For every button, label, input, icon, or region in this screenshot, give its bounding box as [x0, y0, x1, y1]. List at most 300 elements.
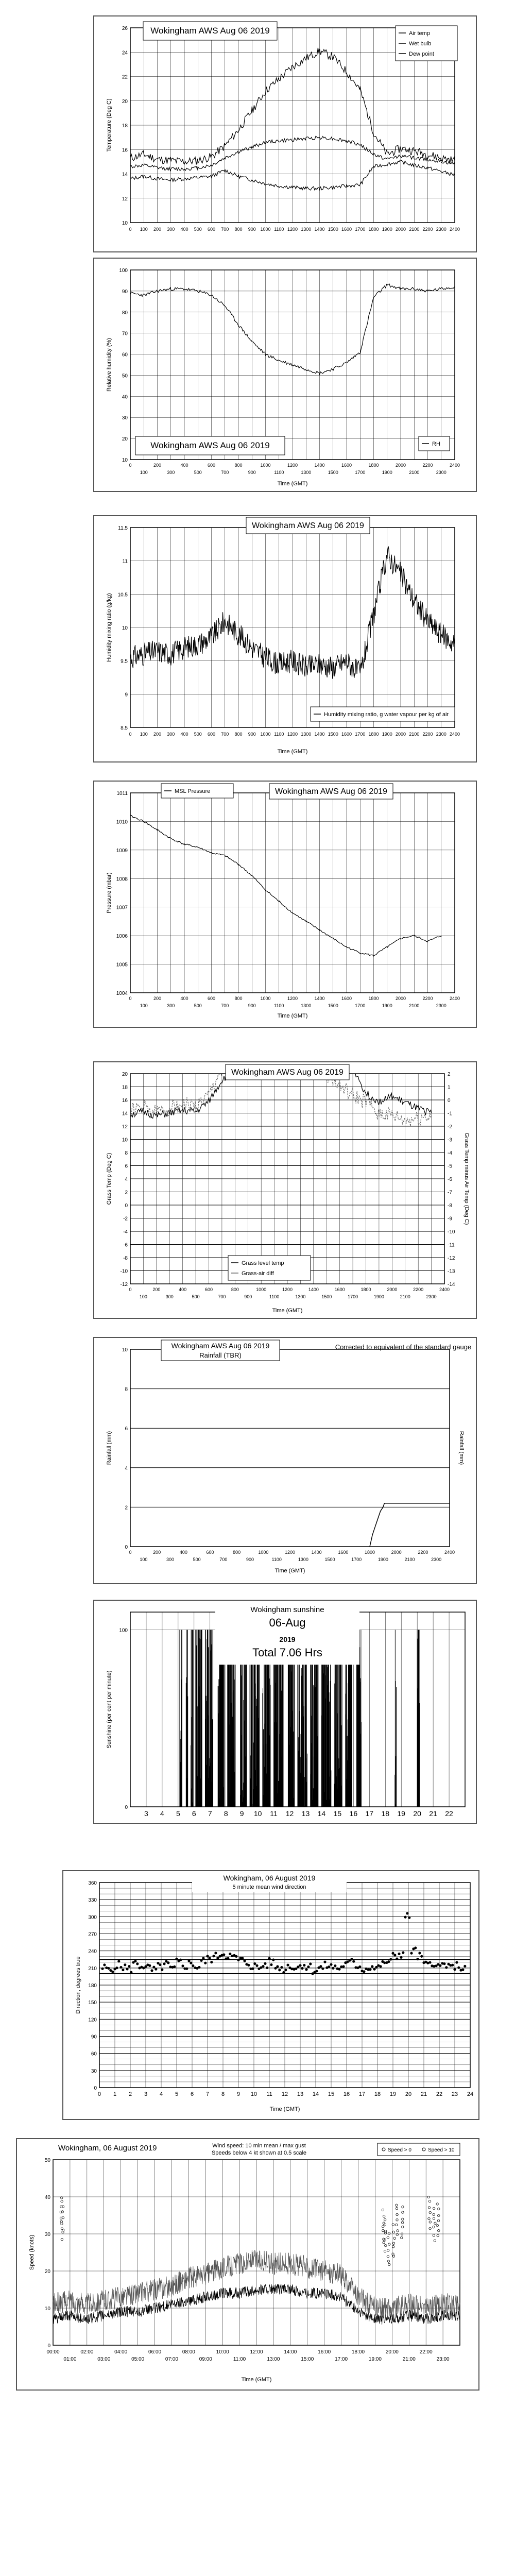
x-tick-label: 22 [436, 2091, 443, 2097]
x-tick-label: 1500 [328, 1003, 338, 1008]
y-tick-label: 10 [122, 457, 128, 463]
x-tick-label: 2400 [449, 463, 460, 468]
x-tick-label: 2100 [409, 732, 420, 737]
y-tick-label: 10 [122, 625, 128, 631]
data-point [115, 1967, 118, 1969]
y-tick-label: 6 [125, 1426, 128, 1432]
x-tick-label: 6 [192, 1809, 196, 1818]
data-point [200, 1959, 202, 1962]
data-point [243, 1959, 246, 1962]
data-point [455, 1961, 458, 1963]
x-tick-label: 15:00 [301, 2357, 314, 2362]
data-point [323, 1961, 326, 1963]
x-tick-label: 1100 [271, 1557, 282, 1562]
x-tick-label: 600 [207, 227, 216, 232]
data-point [272, 1958, 274, 1961]
x-tick-label: 900 [244, 1294, 252, 1299]
humidity-chart-svg [94, 259, 476, 491]
x-tick-label: 16:00 [318, 2349, 331, 2355]
data-point [330, 1963, 332, 1966]
x-tick-label: 1100 [274, 227, 284, 232]
data-point [175, 1958, 178, 1960]
y2-tick-label: -4 [448, 1150, 452, 1156]
y-tick-label: 1010 [116, 819, 128, 825]
x-tick-label: 08:00 [182, 2349, 195, 2355]
x-tick-label: 1000 [258, 1550, 269, 1555]
data-point [187, 1959, 190, 1962]
y-tick-label: 22 [122, 74, 128, 80]
x-tick-label: 2400 [449, 996, 460, 1001]
chart-title: Wokingham, 06 August 2019 [223, 1874, 316, 1882]
humidity-chart [93, 258, 477, 492]
x-tick-label: 100 [140, 1557, 148, 1562]
y2-tick-label: -10 [448, 1229, 455, 1235]
legend-label: Speed > 0 [388, 2147, 411, 2153]
x-tick-label: 700 [218, 1294, 226, 1299]
y-tick-label: 30 [122, 415, 128, 421]
year-label: 2019 [279, 1635, 296, 1643]
x-tick-label: 800 [234, 732, 243, 737]
x-tick-label: 07:00 [165, 2357, 178, 2362]
data-point [352, 1960, 355, 1963]
data-point [439, 1964, 441, 1967]
x-tick-label: 1200 [284, 1550, 296, 1555]
x-tick-label: 800 [234, 996, 243, 1001]
data-point [303, 1964, 305, 1967]
x-tick-label: 1000 [260, 996, 271, 1001]
data-point [128, 1965, 130, 1968]
chart-title: Wokingham AWS Aug 06 2019 [275, 787, 387, 796]
x-tick-label: 2200 [413, 1287, 424, 1292]
y-tick-label: 40 [122, 394, 128, 400]
y-tick-label: 0 [125, 1805, 128, 1810]
data-point [295, 1968, 297, 1970]
x-tick-label: 2100 [404, 1557, 415, 1562]
data-point [103, 1963, 106, 1966]
y-tick-label: 210 [88, 1965, 97, 1972]
x-axis-label: Time (GMT) [277, 1013, 308, 1019]
x-tick-label: 0 [129, 1287, 132, 1292]
x-tick-label: 2000 [391, 1550, 402, 1555]
x-tick-label: 3 [144, 1809, 148, 1818]
x-tick-label: 11 [266, 2091, 272, 2097]
data-point [198, 1966, 200, 1969]
x-tick-label: 2000 [387, 1287, 398, 1292]
data-point [418, 1952, 421, 1954]
y-tick-label: -6 [123, 1242, 128, 1248]
y-axis-label: Rainfall (mm) [106, 1431, 112, 1465]
data-point [119, 1966, 122, 1969]
y-tick-label: 4 [125, 1177, 128, 1182]
x-tick-label: 1300 [301, 1003, 312, 1008]
data-point [247, 1964, 250, 1967]
data-point [451, 1964, 454, 1967]
rainfall-chart [93, 1337, 477, 1584]
data-point [264, 1962, 266, 1965]
x-tick-label: 1200 [287, 996, 298, 1001]
x-tick-label: 13 [297, 2091, 304, 2097]
data-point [400, 1956, 402, 1959]
x-tick-label: 1600 [341, 227, 352, 232]
x-tick-label: 1600 [338, 1550, 349, 1555]
y2-tick-label: -14 [448, 1282, 455, 1287]
y-tick-label: 2 [125, 1190, 128, 1196]
data-point [393, 1954, 396, 1956]
data-point [309, 1962, 312, 1965]
y-tick-label: 26 [122, 26, 128, 31]
y-tick-label: 2 [125, 1505, 128, 1511]
x-tick-label: 1600 [334, 1287, 345, 1292]
x-tick-label: 2300 [436, 1003, 447, 1008]
x-tick-label: 11 [270, 1809, 278, 1818]
chart-subtitle: Wind speed: 10 min mean / max gust [212, 2143, 306, 2149]
x-tick-label: 2300 [436, 732, 447, 737]
data-point [445, 1966, 448, 1969]
x-tick-label: 1400 [314, 996, 325, 1001]
x-tick-label: 17 [358, 2091, 366, 2097]
x-tick-label: 22 [445, 1809, 453, 1818]
x-tick-label: 700 [221, 732, 229, 737]
x-tick-label: 14:00 [284, 2349, 297, 2355]
x-tick-label: 6 [190, 2091, 194, 2097]
x-tick-label: 05:00 [131, 2357, 145, 2362]
x-tick-label: 500 [193, 1557, 201, 1562]
y-tick-label: 9.5 [121, 658, 128, 665]
y2-tick-label: -2 [448, 1124, 452, 1130]
y-tick-label: -4 [123, 1229, 128, 1235]
data-point [301, 1967, 303, 1970]
x-tick-label: 8 [221, 2091, 225, 2097]
chart-title: Wokingham, 06 August 2019 [58, 2144, 157, 2153]
x-tick-label: 17:00 [335, 2357, 348, 2362]
x-tick-label: 400 [179, 1287, 187, 1292]
data-point [276, 1965, 279, 1968]
x-tick-label: 900 [248, 470, 256, 475]
data-point [142, 1967, 145, 1969]
x-tick-label: 04:00 [114, 2349, 128, 2355]
data-point [410, 1952, 413, 1955]
legend-label: RH [432, 441, 440, 447]
x-tick-label: 400 [180, 732, 188, 737]
data-point [284, 1969, 287, 1971]
x-tick-label: 1500 [328, 227, 338, 232]
legend-label: Humidity mixing ratio, g water vapour per kg of air [324, 711, 449, 718]
data-point [212, 1955, 215, 1957]
x-tick-label: 1800 [368, 996, 379, 1001]
x-tick-label: 00:00 [46, 2349, 60, 2355]
x-tick-label: 0 [97, 2091, 101, 2097]
x-tick-label: 1700 [348, 1294, 358, 1299]
data-point [373, 1968, 375, 1971]
y-axis-label: Speed (knots) [29, 2234, 35, 2270]
x-tick-label: 800 [234, 463, 243, 468]
x-tick-label: 1600 [341, 996, 352, 1001]
x-tick-label: 5 [176, 1809, 180, 1818]
y-tick-label: 14 [122, 1111, 128, 1117]
grass-temp-chart-svg [94, 1062, 476, 1318]
x-tick-label: 1900 [382, 732, 392, 737]
x-tick-label: 1300 [301, 227, 312, 232]
x-tick-label: 2000 [395, 732, 406, 737]
y2-axis-label: Grass Temp minus Air Temp (Deg C) [464, 1132, 470, 1225]
x-tick-label: 1300 [295, 1294, 306, 1299]
rainfall-chart-svg [94, 1338, 476, 1583]
y-tick-label: 70 [122, 331, 128, 337]
x-axis-label: Time (GMT) [272, 1308, 303, 1314]
x-tick-label: 1300 [301, 732, 312, 737]
x-tick-label: 1800 [368, 732, 379, 737]
x-tick-label: 24 [467, 2091, 474, 2097]
x-tick-label: 1000 [256, 1287, 267, 1292]
y-tick-label: 20 [122, 436, 128, 443]
y-tick-label: 12 [122, 1124, 128, 1130]
legend-label: Wet bulb [409, 41, 432, 47]
y-tick-label: 8.5 [121, 725, 128, 731]
data-point [122, 1969, 124, 1971]
x-tick-label: 02:00 [80, 2349, 94, 2355]
x-tick-label: 09:00 [199, 2357, 212, 2362]
x-tick-label: 500 [194, 227, 202, 232]
data-point [117, 1960, 120, 1962]
y-axis-label: Relative humidity (%) [106, 338, 112, 392]
pressure-chart [93, 781, 477, 1028]
y-tick-label: 1006 [116, 934, 128, 940]
x-tick-label: 900 [248, 227, 256, 232]
x-tick-label: 4 [159, 2091, 163, 2097]
data-point [307, 1965, 310, 1968]
data-point [268, 1957, 270, 1960]
y-tick-label: 16 [122, 147, 128, 154]
data-point [216, 1957, 219, 1959]
y-tick-label: 1005 [116, 962, 128, 968]
x-tick-label: 100 [140, 732, 148, 737]
data-point [286, 1964, 289, 1967]
y2-axis-label: Rainfall (mm) [458, 1431, 465, 1465]
data-point [342, 1965, 345, 1968]
y-tick-label: 100 [119, 268, 128, 274]
y-tick-label: 24 [122, 50, 128, 56]
y-tick-label: 11 [122, 558, 128, 565]
data-point [334, 1964, 336, 1967]
y-tick-label: -8 [123, 1256, 128, 1261]
data-point [107, 1967, 110, 1970]
x-tick-label: 2400 [439, 1287, 450, 1292]
y-tick-label: 4 [125, 1465, 128, 1471]
chart-title: Wokingham sunshine [250, 1605, 324, 1614]
data-point [457, 1967, 460, 1969]
x-tick-label: 0 [129, 732, 132, 737]
x-tick-label: 0 [129, 463, 132, 468]
data-point [406, 1912, 408, 1914]
data-point [190, 1962, 192, 1964]
data-point [387, 1960, 390, 1963]
y-tick-label: 10 [44, 2306, 50, 2312]
x-tick-label: 21 [429, 1809, 437, 1818]
x-tick-label: 1400 [308, 1287, 319, 1292]
x-tick-label: 1900 [382, 470, 392, 475]
data-point [150, 1969, 153, 1972]
data-point [321, 1967, 324, 1970]
data-point [358, 1965, 361, 1968]
x-tick-label: 1800 [364, 1550, 375, 1555]
x-tick-label: 900 [248, 1003, 256, 1008]
y-tick-label: 12 [122, 196, 128, 202]
x-tick-label: 15 [333, 1809, 342, 1818]
y2-tick-label: -9 [448, 1216, 452, 1222]
legend-label: MSL Pressure [175, 788, 211, 794]
x-tick-label: 1300 [301, 470, 312, 475]
wind-speed-chart-svg [17, 2139, 478, 2389]
y-tick-label: 10 [122, 1347, 128, 1353]
x-tick-label: 10:00 [216, 2349, 229, 2355]
y-tick-label: 90 [91, 2034, 97, 2040]
y-axis-label: Pressure (mbar) [106, 872, 112, 913]
x-tick-label: 2300 [431, 1557, 442, 1562]
y-axis-label: Humidity mixing ratio (g/kg) [106, 593, 112, 662]
x-tick-label: 19:00 [368, 2357, 382, 2362]
grass-temp-chart [93, 1061, 477, 1319]
sunshine-chart [93, 1600, 477, 1824]
x-tick-label: 11:00 [233, 2357, 246, 2362]
x-tick-label: 900 [248, 732, 256, 737]
x-tick-label: 2100 [409, 1003, 420, 1008]
data-point [152, 1966, 155, 1969]
x-tick-label: 200 [153, 996, 162, 1001]
x-axis-label: Time (GMT) [277, 749, 308, 755]
y-tick-label: 10 [122, 221, 128, 226]
y-tick-label: 180 [88, 1983, 97, 1989]
x-tick-label: 600 [207, 463, 216, 468]
x-tick-label: 2100 [400, 1294, 410, 1299]
x-tick-label: 1500 [328, 470, 338, 475]
x-tick-label: 1400 [314, 463, 325, 468]
data-point [185, 1968, 188, 1970]
x-tick-label: 2300 [436, 470, 447, 475]
x-tick-label: 13:00 [267, 2357, 280, 2362]
x-tick-label: 2000 [395, 463, 406, 468]
data-point [253, 1962, 256, 1965]
y-tick-label: 1008 [116, 876, 128, 883]
y-tick-label: 0 [125, 1545, 128, 1550]
x-tick-label: 0 [129, 227, 132, 232]
x-tick-label: 400 [180, 227, 188, 232]
data-point [251, 1968, 254, 1970]
y2-tick-label: -8 [448, 1203, 452, 1209]
x-tick-label: 1800 [360, 1287, 371, 1292]
y-tick-label: 11.5 [118, 526, 128, 531]
data-point [379, 1965, 382, 1968]
x-tick-label: 16 [343, 2091, 350, 2097]
data-point [181, 1964, 184, 1967]
y-tick-label: -12 [120, 1282, 128, 1287]
x-tick-label: 2200 [422, 463, 433, 468]
data-point [315, 1970, 318, 1972]
data-point [124, 1963, 126, 1966]
x-tick-label: 300 [167, 227, 175, 232]
x-tick-label: 200 [153, 732, 162, 737]
x-tick-label: 1300 [298, 1557, 308, 1562]
x-tick-label: 9 [239, 1809, 244, 1818]
y-tick-label: 8 [125, 1386, 128, 1393]
data-point [328, 1965, 330, 1968]
y-tick-label: 10.5 [117, 592, 128, 598]
y-axis-label: Temperature (Deg C) [106, 98, 112, 152]
y2-tick-label: -12 [448, 1256, 455, 1261]
data-point [159, 1963, 161, 1966]
data-point [461, 1969, 464, 1971]
y-tick-label: 270 [88, 1931, 97, 1938]
y-tick-label: 1004 [116, 991, 128, 996]
data-point [222, 1953, 225, 1956]
y-tick-label: 50 [44, 2158, 50, 2163]
x-tick-label: 13 [301, 1809, 310, 1818]
y2-tick-label: -3 [448, 1137, 452, 1143]
legend-label: Grass-air diff [242, 1270, 274, 1277]
data-point [363, 1970, 365, 1973]
data-point [148, 1964, 151, 1967]
chart-title: Wokingham AWS Aug 06 2019 [231, 1068, 344, 1077]
data-point [204, 1962, 207, 1964]
x-axis-label: Time (GMT) [277, 481, 308, 487]
y2-tick-label: -13 [448, 1268, 455, 1275]
y-tick-label: 8 [125, 1150, 128, 1156]
data-point [179, 1958, 182, 1961]
data-point [338, 1968, 340, 1971]
data-point [464, 1965, 466, 1968]
data-point [255, 1964, 258, 1967]
x-tick-label: 18 [381, 1809, 390, 1818]
x-tick-label: 500 [194, 732, 202, 737]
x-tick-label: 21:00 [402, 2357, 416, 2362]
x-tick-label: 200 [152, 1287, 161, 1292]
legend-label: Grass level temp [242, 1260, 284, 1266]
data-point [214, 1952, 217, 1954]
data-point [206, 1955, 209, 1957]
chart-title: Wokingham AWS Aug 06 2019 [252, 521, 364, 530]
temperature-chart [93, 15, 477, 252]
y2-tick-label: -1 [448, 1111, 452, 1117]
data-point [208, 1957, 211, 1959]
x-tick-label: 06:00 [148, 2349, 162, 2355]
plot-area [130, 1349, 450, 1547]
x-tick-label: 7 [208, 1809, 212, 1818]
x-tick-label: 2300 [426, 1294, 437, 1299]
legend-label: Dew point [409, 51, 434, 57]
y-tick-label: 6 [125, 1163, 128, 1170]
x-tick-label: 100 [139, 1294, 147, 1299]
x-tick-label: 200 [153, 1550, 161, 1555]
x-tick-label: 1700 [355, 732, 366, 737]
y-tick-label: 20 [122, 98, 128, 105]
x-tick-label: 12 [285, 1809, 294, 1818]
x-tick-label: 100 [140, 470, 148, 475]
y-tick-label: 30 [44, 2232, 50, 2238]
x-tick-label: 2200 [418, 1550, 428, 1555]
data-point [278, 1969, 281, 1971]
y-tick-label: 80 [122, 310, 128, 316]
x-tick-label: 1700 [355, 227, 366, 232]
x-tick-label: 1500 [324, 1557, 335, 1562]
x-tick-label: 10 [253, 1809, 262, 1818]
pressure-chart-svg [94, 782, 476, 1027]
y-axis-label: Sunshine (per cent per minute) [106, 1670, 112, 1749]
data-point [299, 1964, 301, 1967]
x-tick-label: 600 [207, 996, 216, 1001]
data-point [161, 1969, 163, 1971]
data-point [282, 1971, 285, 1974]
x-tick-label: 2400 [449, 227, 460, 232]
x-tick-label: 3 [144, 2091, 148, 2097]
